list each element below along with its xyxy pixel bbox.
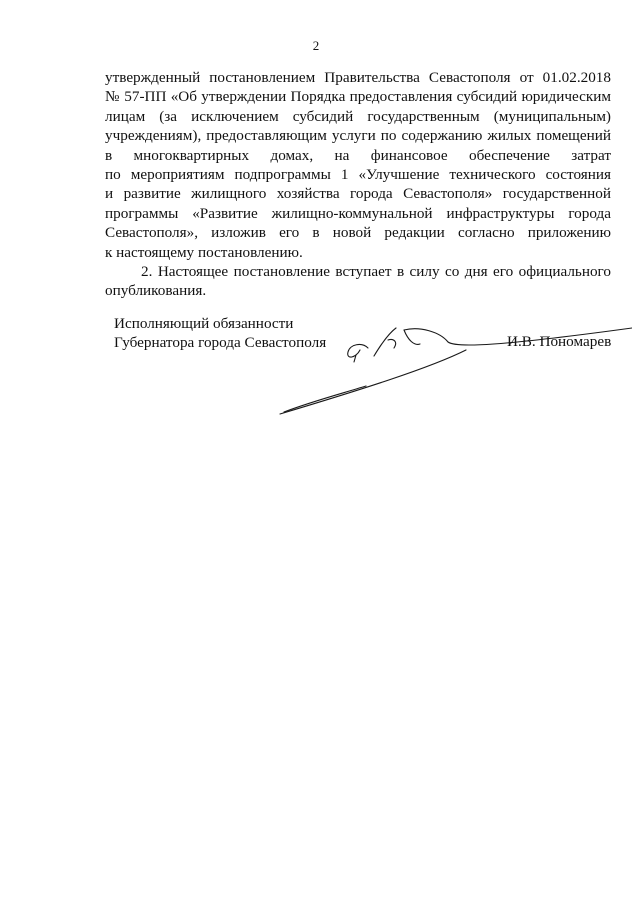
body-line: программы «Развитие жилищно-коммунальной инфраструктуры города (105, 204, 611, 222)
body-line: и развитие жилищного хозяйства города Севастополя» государственной (105, 185, 611, 203)
body-line: Севастополя», изложив его в новой редакции согласно приложению (105, 224, 611, 242)
paragraph-2-line: 2. Настоящее постановление вступает в силу со дня его официального (141, 262, 611, 280)
body-line: № 57-ПП «Об утверждении Порядка предоставления субсидий юридическим (105, 88, 611, 106)
signer-title-line: Губернатора города Севастополя (114, 334, 327, 352)
document-body (105, 68, 611, 301)
signer-name: И.В. Пономарев (507, 333, 612, 350)
body-line: в многоквартирных домах, на финансовое обеспечение затрат (105, 146, 611, 164)
page-number: 2 (312, 38, 320, 53)
body-line: лицам (за исключением субсидий государственным (муниципальным) (105, 107, 611, 125)
paragraph-2-line: опубликования. (105, 282, 207, 300)
body-line: утвержденный постановлением Правительства Севастополя от 01.02.2018 (105, 69, 611, 86)
body-line: учреждениям), предоставляющим услуги по содержанию жилых помещений (105, 127, 611, 145)
body-line: к настоящему постановлению. (105, 243, 303, 261)
body-line: по мероприятиям подпрограммы 1 «Улучшение технического состояния (105, 165, 611, 183)
signer-title-line: Исполняющий обязанности (114, 315, 294, 332)
